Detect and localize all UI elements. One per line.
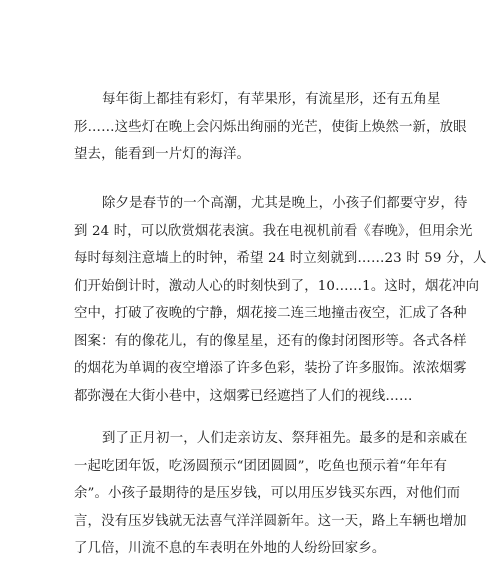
- paragraph-line: 除夕是春节的一个高潮，尤其是晚上，小孩子们都要守岁，待: [102, 196, 468, 211]
- paragraph-line: 望去，能看到一片灯的海洋。: [74, 147, 251, 162]
- paragraph-line: 到了正月初一，人们走亲访友、祭拜祖先。最多的是和亲戚在: [102, 431, 468, 446]
- paragraph-line: 图案：有的像花儿，有的像星星，还有的像封闭图形等。各式各样: [74, 333, 467, 349]
- paragraph-line: 每年街上都挂有彩灯，有苹果形，有流星形，还有五角星: [102, 92, 441, 107]
- paragraph-line: 每时每刻注意墙上的时钟，希望 24 时立刻就到……23 时 59 分，人: [74, 251, 487, 266]
- paragraph-line: 到 24 时，可以欣赏烟花表演。我在电视机前看《春晚》，但用余光: [74, 223, 473, 239]
- paragraph-line: 余”。小孩子最期待的是压岁钱，可以用压岁钱买东西，对他们而: [74, 486, 461, 501]
- paragraph-line: 一起吃团年饭，吃汤圆预示“团团圆圆”，吃鱼也预示着“年年有: [74, 458, 448, 474]
- paragraph-line: 的烟花为单调的夜空增添了许多色彩，装扮了许多服饰。浓浓烟雾: [74, 361, 467, 376]
- paragraph-line: 空中，打破了夜晚的宁静，烟花接二连三地撞击夜空，汇成了各种: [74, 306, 467, 321]
- paragraph-line: 言，没有压岁钱就无法喜气洋洋圆新年。这一天，路上车辆也增加: [74, 513, 467, 529]
- paragraph-new-years-day: [74, 425, 468, 563]
- paragraph-line: 们开始倒计时，激动人心的时刻快到了，10……1。这时，烟花冲向: [74, 278, 480, 294]
- paragraph-street-lanterns: [74, 86, 467, 169]
- paragraph-new-years-eve: [74, 190, 487, 410]
- paragraph-line: 了几倍，川流不息的车表明在外地的人纷纷回家乡。: [74, 541, 386, 556]
- paragraph-line: 形……这些灯在晚上会闪烁出绚丽的光芒，使街上焕然一新，放眼: [74, 119, 467, 135]
- paragraph-line: 都弥漫在大街小巷中，这烟雾已经遮挡了人们的视线……: [74, 388, 413, 404]
